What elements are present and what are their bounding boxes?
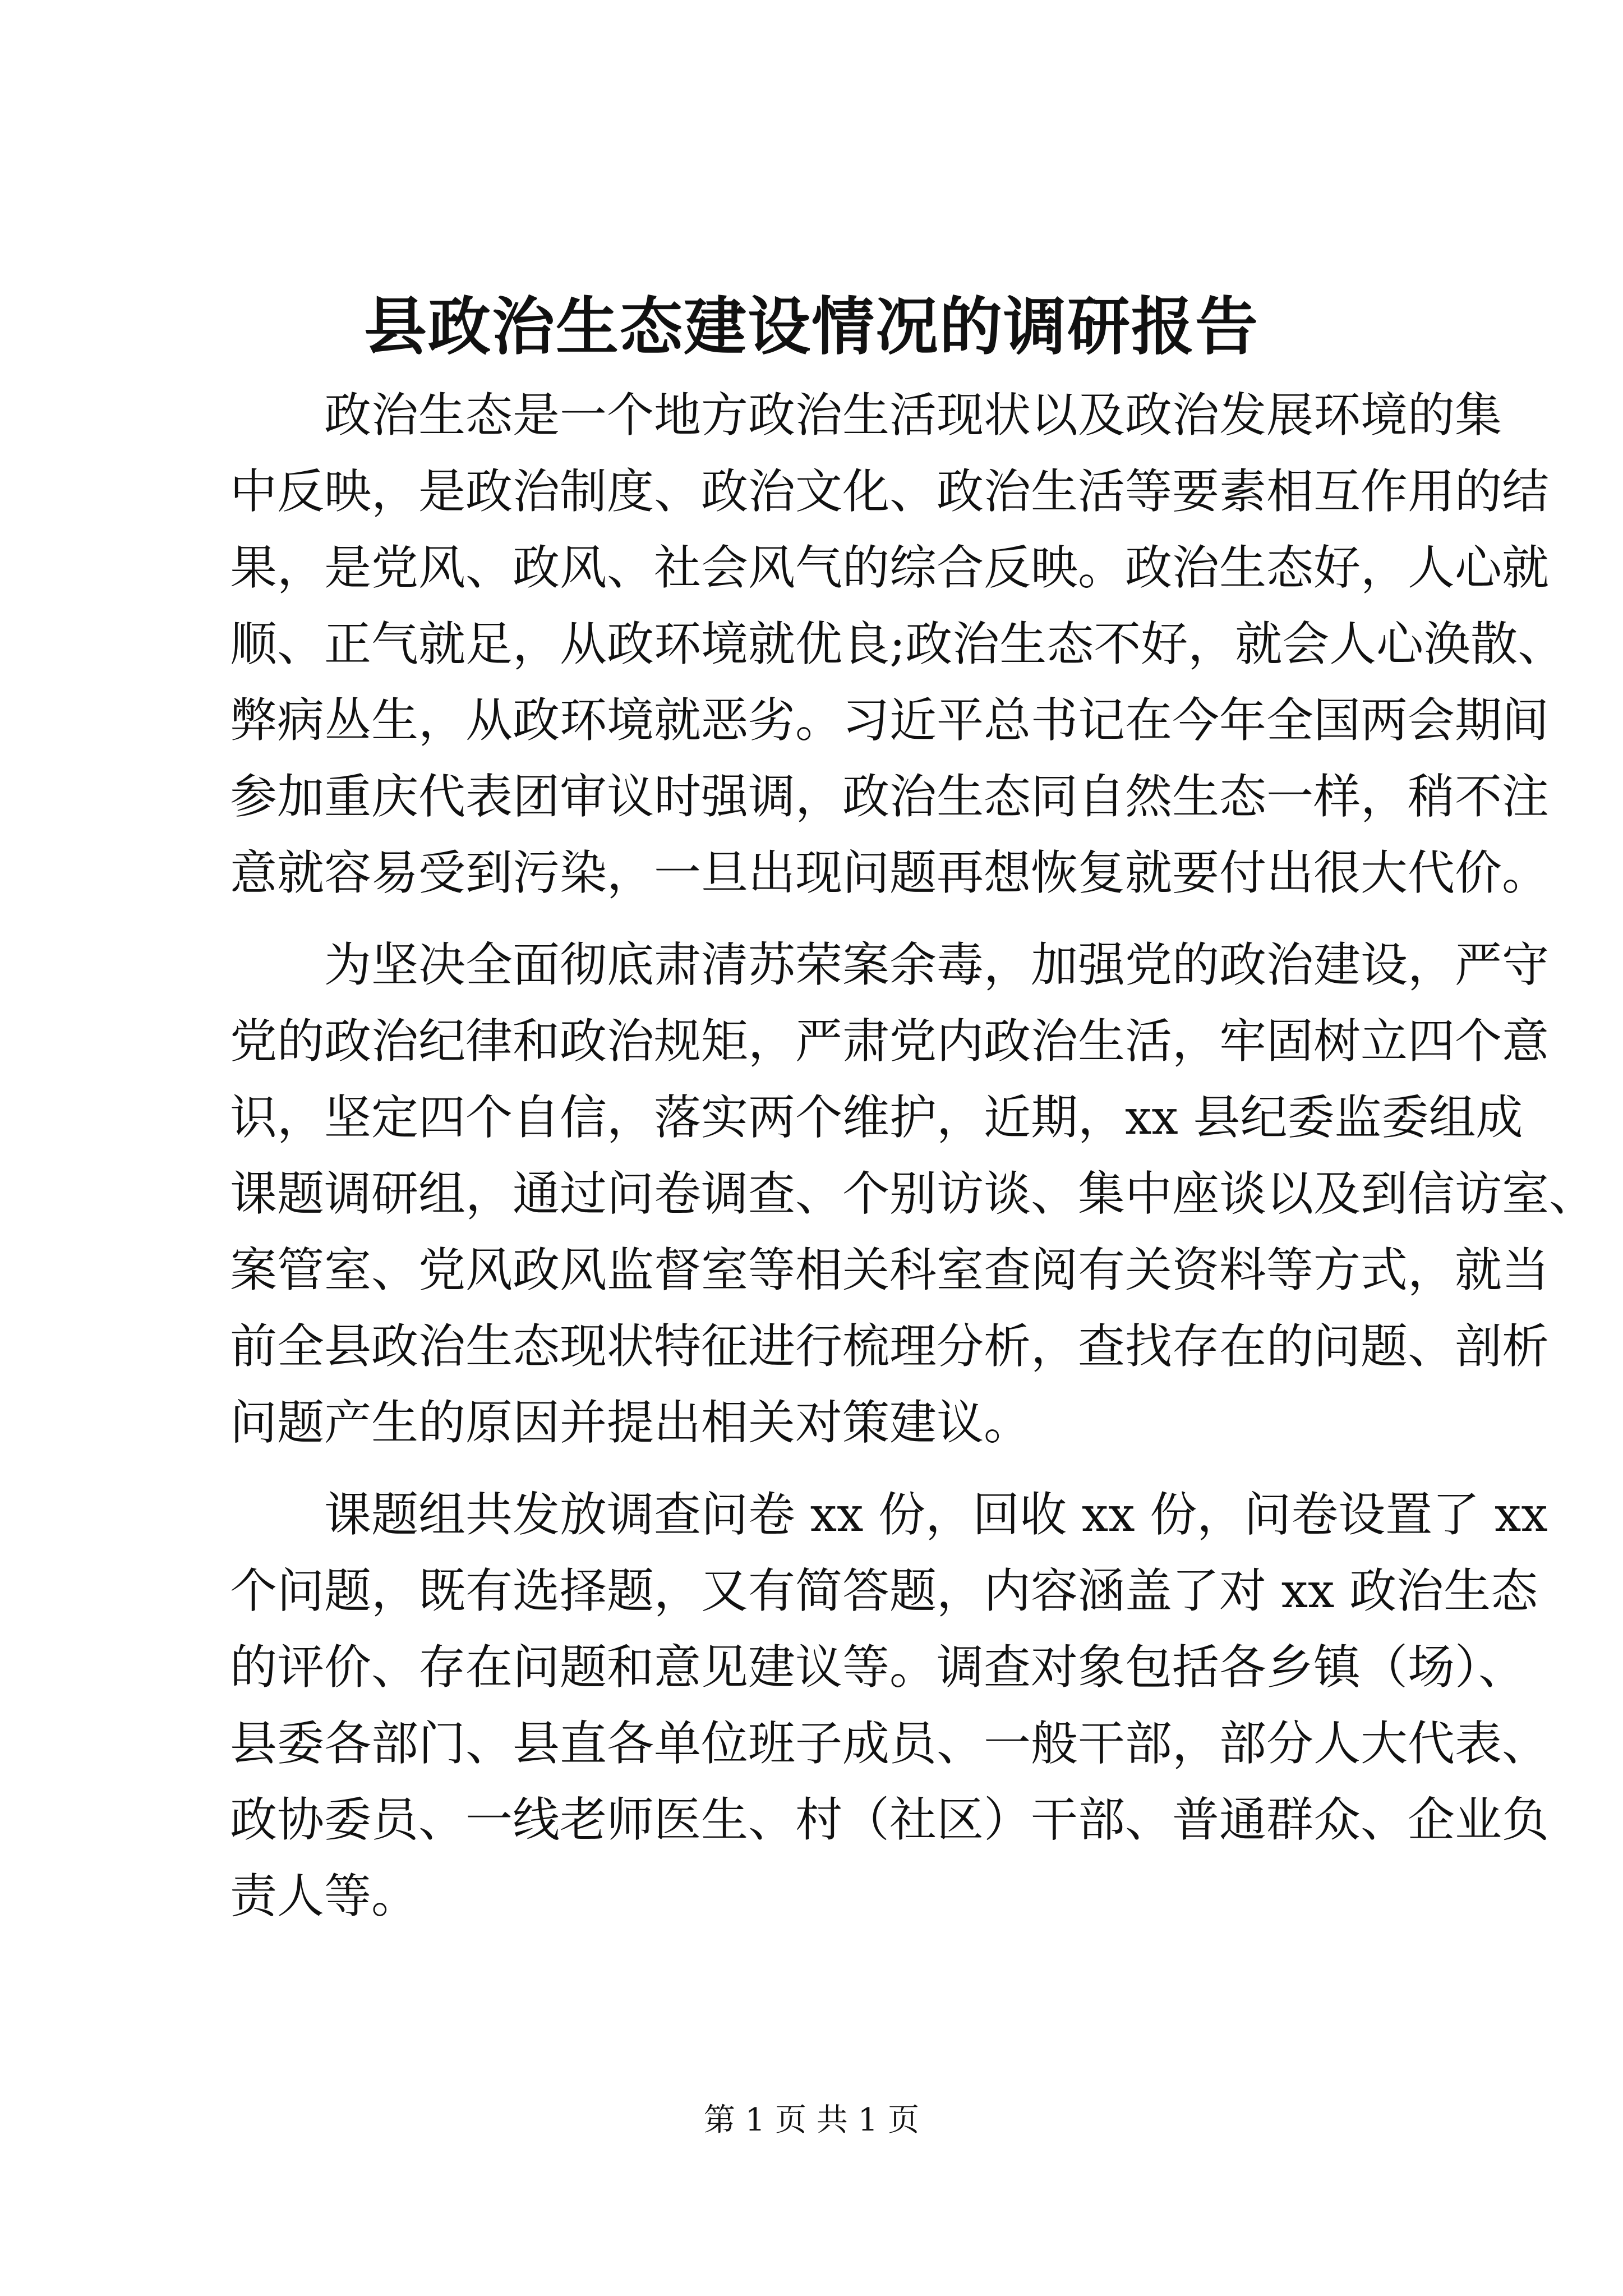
text-line: 政协委员、一线老师医生、村（社区）干部、普通群众、企业负	[230, 1792, 1550, 1847]
text-line: 县委各部门、县直各单位班子成员、一般干部，部分人大代表、	[230, 1716, 1550, 1771]
text-line: 识，坚定四个自信，落实两个维护，近期，xx 县纪委监委组成	[230, 1090, 1523, 1145]
text-line: 为坚决全面彻底肃清苏荣案余毒，加强党的政治建设，严守	[324, 937, 1550, 992]
text-line: 前全县政治生态现状特征进行梳理分析，查找存在的问题、剖析	[230, 1319, 1550, 1374]
text-line: 党的政治纪律和政治规矩，严肃党内政治生活，牢固树立四个意	[230, 1014, 1550, 1069]
text-line: 课题组共发放调查问卷 xx 份，回收 xx 份，问卷设置了 xx	[324, 1487, 1548, 1542]
text-line: 果，是党风、政风、社会风气的综合反映。政治生态好，人心就	[230, 540, 1550, 595]
text-line: 课题调研组，通过问卷调查、个别访谈、集中座谈以及到信访室、	[230, 1166, 1597, 1221]
paragraph-3	[230, 1476, 1550, 1934]
text-line: 参加重庆代表团审议时强调，政治生态同自然生态一样，稍不注	[230, 769, 1550, 824]
paragraph-2	[230, 927, 1597, 1461]
text-line: 问题产生的原因并提出相关对策建议。	[230, 1395, 1031, 1450]
text-line: 弊病丛生，从政环境就恶劣。习近平总书记在今年全国两会期间	[230, 693, 1550, 748]
text-line: 个问题，既有选择题，又有简答题，内容涵盖了对 xx 政治生态	[230, 1563, 1538, 1618]
text-line: 案管室、党风政风监督室等相关科室查阅有关资料等方式，就当	[230, 1243, 1550, 1297]
paragraph-1	[230, 377, 1565, 911]
document-body	[230, 377, 1597, 1934]
text-line: 意就容易受到污染，一旦出现问题再想恢复就要付出很大代价。	[230, 845, 1550, 900]
text-line: 政治生态是一个地方政治生活现状以及政治发展环境的集	[324, 388, 1502, 443]
text-line: 中反映，是政治制度、政治文化、政治生活等要素相互作用的结	[230, 464, 1550, 519]
page-footer: 第 1 页 共 1 页	[703, 2102, 920, 2138]
document-title: 县政治生态建设情况的调研报告	[364, 290, 1259, 364]
text-line: 责人等。	[230, 1869, 419, 1924]
text-line: 顺、正气就足，从政环境就优良;政治生态不好，就会人心涣散、	[230, 616, 1565, 671]
text-line: 的评价、存在问题和意见建议等。调查对象包括各乡镇（场）、	[230, 1640, 1526, 1695]
